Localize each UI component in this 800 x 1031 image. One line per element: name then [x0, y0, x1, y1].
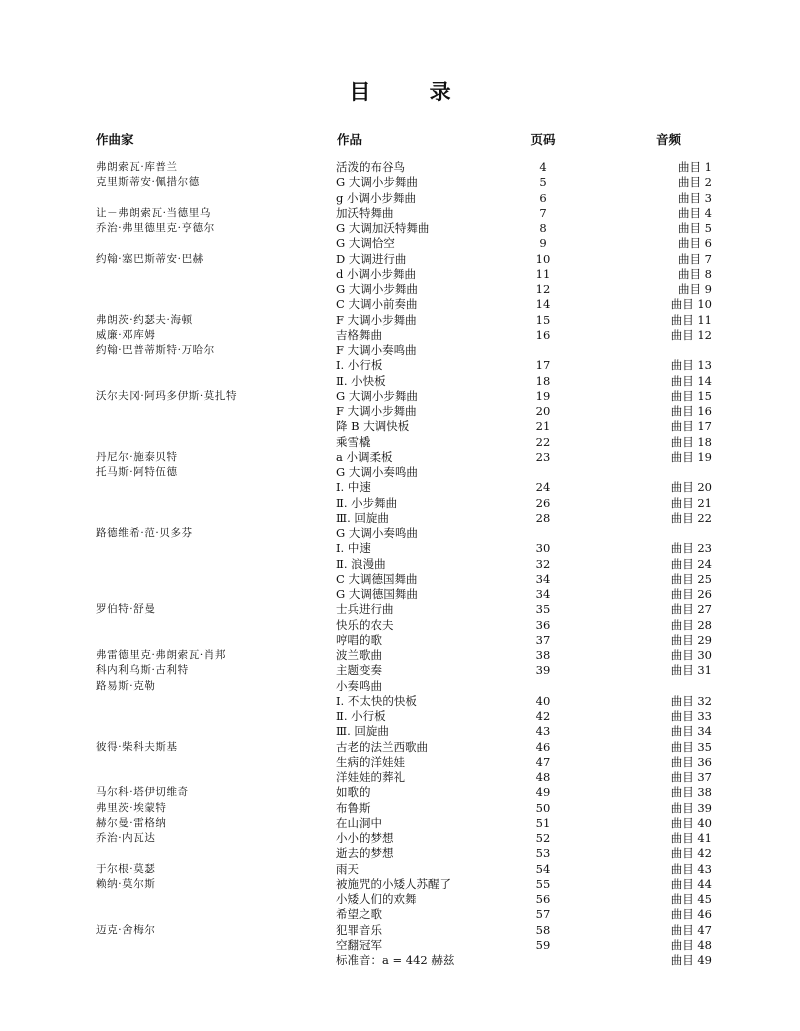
- table-row: [0, 755, 800, 770]
- page-number-cell: 32: [535, 556, 551, 571]
- track-cell: 曲目 36: [670, 754, 712, 769]
- table-row: [0, 343, 800, 358]
- table-row: [0, 175, 800, 190]
- page-number-cell: 46: [535, 739, 551, 754]
- table-row: [0, 831, 800, 846]
- composer-cell: 弗朗索瓦·库普兰: [96, 161, 178, 173]
- header-composer: 作曲家: [96, 132, 134, 147]
- track-cell: 曲目 40: [670, 815, 712, 830]
- track-cell: 曲目 47: [670, 922, 712, 937]
- track-cell: 曲目 10: [670, 297, 712, 312]
- work-cell: 标准音：a = 442 赫兹: [336, 953, 455, 967]
- page-number-cell: 52: [535, 831, 551, 845]
- track-cell: 曲目 11: [670, 312, 712, 327]
- composer-cell: 路德维希·范·贝多芬: [96, 527, 193, 539]
- page-number-cell: 50: [535, 800, 551, 815]
- page-number-cell: 59: [535, 937, 551, 952]
- work-cell: 快乐的农夫: [336, 617, 394, 632]
- track-cell: 曲目 14: [670, 373, 712, 388]
- table-row: [0, 785, 800, 800]
- track-cell: 曲目 49: [670, 953, 712, 967]
- work-cell: 雨天: [336, 861, 359, 876]
- work-cell: G 大调德国舞曲: [336, 587, 418, 601]
- table-row: [0, 740, 800, 755]
- work-cell: 小矮人们的欢舞: [336, 892, 417, 906]
- table-row: [0, 648, 800, 663]
- table-row: [0, 862, 800, 877]
- page-number-cell: 58: [535, 922, 551, 937]
- track-cell: 曲目 41: [670, 831, 712, 845]
- table-row: [0, 511, 800, 526]
- composer-cell: 赖纳·莫尔斯: [96, 877, 156, 890]
- track-cell: 曲目 33: [670, 709, 712, 723]
- work-cell: Ⅰ. 不太快的快板: [336, 693, 417, 708]
- table-row: [0, 221, 800, 236]
- track-cell: 曲目 8: [678, 266, 712, 281]
- work-cell: G 大调小步舞曲: [336, 388, 418, 403]
- composer-cell: 丹尼尔·施泰贝特: [96, 450, 178, 463]
- page-number-cell: 4: [539, 160, 547, 174]
- composer-cell: 克里斯蒂安·佩措尔德: [96, 176, 200, 189]
- table-row: [0, 846, 800, 861]
- page-number-cell: 26: [535, 495, 551, 510]
- work-cell: Ⅰ. 中速: [336, 480, 371, 495]
- track-cell: 曲目 25: [670, 571, 712, 586]
- composer-cell: 路易斯·克勒: [96, 679, 156, 692]
- track-cell: 曲目 19: [670, 449, 712, 464]
- track-cell: 曲目 15: [670, 388, 712, 403]
- work-cell: Ⅲ. 回旋曲: [336, 510, 389, 525]
- table-row: [0, 297, 800, 312]
- page-number-cell: 6: [539, 190, 547, 205]
- track-cell: 曲目 35: [670, 739, 712, 754]
- table-row: [0, 267, 800, 282]
- work-cell: F 大调小步舞曲: [336, 404, 417, 418]
- work-cell: 希望之歌: [336, 907, 382, 922]
- track-cell: 曲目 27: [670, 602, 712, 617]
- table-row: [0, 435, 800, 450]
- composer-cell: 约翰·塞巴斯蒂安·巴赫: [96, 252, 204, 265]
- track-cell: 曲目 38: [670, 785, 712, 800]
- table-row: [0, 358, 800, 373]
- work-cell: a 小调柔板: [336, 449, 393, 464]
- page-number-cell: 20: [535, 404, 551, 418]
- work-cell: G 大调小步舞曲: [336, 282, 418, 296]
- composer-cell: 让－弗朗索瓦·当德里乌: [96, 206, 211, 219]
- composer-cell: 威廉·邓库姆: [96, 328, 156, 341]
- composer-cell: 弗雷德里克·弗朗索瓦·肖邦: [96, 649, 226, 661]
- track-cell: 曲目 30: [670, 648, 712, 662]
- page-number-cell: 40: [535, 693, 551, 708]
- composer-cell: 罗伯特·舒曼: [96, 603, 156, 616]
- page-number-cell: 51: [535, 815, 551, 830]
- page-number-cell: 38: [535, 648, 551, 662]
- page-number-cell: 36: [535, 617, 551, 632]
- track-cell: 曲目 20: [670, 480, 712, 495]
- track-cell: 曲目 21: [670, 495, 712, 510]
- page-number-cell: 5: [539, 175, 547, 190]
- work-cell: Ⅱ. 小快板: [336, 373, 386, 388]
- table-row: [0, 236, 800, 251]
- page-number-cell: 8: [539, 221, 547, 235]
- work-cell: Ⅱ. 小步舞曲: [336, 495, 398, 510]
- work-cell: d 小调小步舞曲: [336, 266, 417, 281]
- table-row: [0, 526, 800, 541]
- table-row: [0, 892, 800, 907]
- table-row: [0, 160, 800, 175]
- page-number-cell: 53: [535, 846, 551, 861]
- track-cell: 曲目 13: [670, 358, 712, 373]
- table-row: [0, 557, 800, 572]
- table-row: [0, 709, 800, 724]
- work-cell: C 大调德国舞曲: [336, 571, 418, 586]
- composer-cell: 托马斯·阿特伍德: [96, 466, 178, 478]
- track-cell: 曲目 3: [678, 190, 712, 205]
- composer-cell: 马尔科·塔伊切维奇: [96, 786, 189, 799]
- work-cell: 小奏鸣曲: [336, 678, 382, 693]
- work-cell: 空翻冠军: [336, 937, 382, 952]
- track-cell: 曲目 4: [678, 205, 712, 220]
- work-cell: 犯罪音乐: [336, 922, 382, 937]
- work-cell: Ⅱ. 小行板: [336, 709, 386, 723]
- page-number-cell: 18: [535, 373, 551, 388]
- table-row: [0, 694, 800, 709]
- table-row: [0, 252, 800, 267]
- page-number-cell: 10: [535, 251, 551, 266]
- page-number-cell: 43: [535, 724, 551, 739]
- page-number-cell: 56: [535, 892, 551, 906]
- table-row: [0, 633, 800, 648]
- work-cell: D 大调进行曲: [336, 251, 407, 266]
- track-cell: 曲目 31: [670, 663, 712, 678]
- track-cell: 曲目 22: [670, 510, 712, 525]
- work-cell: 布鲁斯: [336, 800, 371, 815]
- header-track: 音频: [656, 132, 682, 147]
- composer-cell: 彼得·柴科夫斯基: [96, 740, 178, 753]
- page-number-cell: 24: [535, 480, 551, 495]
- work-cell: 吉格舞曲: [336, 327, 382, 342]
- track-cell: 曲目 5: [678, 221, 712, 235]
- work-cell: 主题变奏: [336, 663, 382, 678]
- track-cell: 曲目 23: [670, 541, 712, 556]
- work-cell: Ⅰ. 中速: [336, 541, 371, 556]
- table-row: [0, 770, 800, 785]
- table-row: [0, 191, 800, 206]
- page-number-cell: 34: [535, 571, 551, 586]
- track-cell: 曲目 46: [670, 907, 712, 922]
- composer-cell: 赫尔曼·雷格纳: [96, 816, 167, 829]
- composer-cell: 弗里茨·埃蒙特: [96, 801, 167, 814]
- table-row: [0, 602, 800, 617]
- work-cell: Ⅲ. 回旋曲: [336, 724, 389, 739]
- table-row: [0, 572, 800, 587]
- page-number-cell: 7: [539, 205, 547, 220]
- work-cell: 士兵进行曲: [336, 602, 394, 617]
- table-row: [0, 465, 800, 480]
- table-row: [0, 313, 800, 328]
- work-cell: 在山洞中: [336, 815, 382, 830]
- page-number-cell: 48: [535, 770, 551, 784]
- track-cell: 曲目 34: [670, 724, 712, 739]
- page-title: 目 录: [349, 79, 477, 104]
- table-row: [0, 618, 800, 633]
- work-cell: F 大调小步舞曲: [336, 312, 417, 327]
- work-cell: 波兰歌曲: [336, 648, 382, 662]
- track-cell: 曲目 17: [670, 419, 712, 434]
- track-cell: 曲目 24: [670, 556, 712, 571]
- table-row: [0, 953, 800, 968]
- track-cell: 曲目 12: [670, 327, 712, 342]
- page-number-cell: 47: [535, 754, 551, 769]
- track-cell: 曲目 7: [678, 251, 712, 266]
- composer-cell: 沃尔夫冈·阿玛多伊斯·莫扎特: [96, 389, 238, 402]
- page-number-cell: 9: [539, 236, 547, 251]
- page-number-cell: 37: [535, 632, 551, 647]
- table-row: [0, 816, 800, 831]
- track-cell: 曲目 2: [678, 175, 712, 190]
- work-cell: 生病的洋娃娃: [336, 754, 405, 769]
- header-work: 作品: [337, 132, 363, 147]
- track-cell: 曲目 6: [678, 236, 712, 251]
- table-row: [0, 663, 800, 678]
- page-number-cell: 22: [535, 434, 551, 449]
- work-cell: 如歌的: [336, 785, 371, 800]
- track-cell: 曲目 42: [670, 846, 712, 861]
- work-cell: 古老的法兰西歌曲: [336, 739, 428, 754]
- track-cell: 曲目 39: [670, 800, 712, 815]
- page-number-cell: 15: [535, 312, 551, 327]
- work-cell: 乘雪橇: [336, 434, 371, 449]
- work-cell: G 大调恰空: [336, 236, 395, 251]
- composer-cell: 乔治·内瓦达: [96, 832, 156, 844]
- page-number-cell: 16: [535, 327, 551, 342]
- page-number-cell: 28: [535, 510, 551, 525]
- composer-cell: 迈克·舍梅尔: [96, 923, 156, 936]
- table-row: [0, 419, 800, 434]
- page-number-cell: 11: [535, 266, 551, 281]
- table-row: [0, 496, 800, 511]
- table-row: [0, 206, 800, 221]
- page-number-cell: 49: [535, 785, 551, 800]
- work-cell: 逝去的梦想: [336, 846, 394, 861]
- page-number-cell: 17: [535, 358, 551, 373]
- page-number-cell: 21: [535, 419, 551, 434]
- page-number-cell: 12: [535, 282, 551, 296]
- work-cell: G 大调小奏鸣曲: [336, 465, 418, 479]
- work-cell: Ⅰ. 小行板: [336, 358, 383, 373]
- work-cell: 小小的梦想: [336, 831, 394, 845]
- work-cell: 被施咒的小矮人苏醒了: [336, 876, 451, 891]
- work-cell: F 大调小奏鸣曲: [336, 343, 417, 357]
- table-row: [0, 404, 800, 419]
- page-number-cell: 23: [535, 449, 551, 464]
- table-row: [0, 282, 800, 297]
- track-cell: 曲目 9: [678, 282, 712, 296]
- work-cell: G 大调小奏鸣曲: [336, 526, 418, 540]
- work-cell: g 小调小步舞曲: [336, 190, 417, 205]
- track-cell: 曲目 43: [670, 861, 712, 876]
- table-row: [0, 907, 800, 922]
- work-cell: 哼唱的歌: [336, 632, 382, 647]
- composer-cell: 约翰·巴普蒂斯特·万哈尔: [96, 344, 215, 356]
- track-cell: 曲目 28: [670, 617, 712, 632]
- page-number-cell: 57: [535, 907, 551, 922]
- track-cell: 曲目 26: [670, 587, 712, 601]
- table-row: [0, 587, 800, 602]
- header-page: 页码: [530, 132, 556, 147]
- table-row: [0, 541, 800, 556]
- track-cell: 曲目 37: [670, 770, 712, 784]
- work-cell: G 大调小步舞曲: [336, 175, 418, 190]
- page-number-cell: 14: [535, 297, 551, 312]
- track-cell: 曲目 32: [670, 693, 712, 708]
- track-cell: 曲目 18: [670, 434, 712, 449]
- table-row: [0, 801, 800, 816]
- work-cell: 洋娃娃的葬礼: [336, 770, 405, 784]
- work-cell: C 大调小前奏曲: [336, 297, 418, 312]
- table-row: [0, 480, 800, 495]
- track-cell: 曲目 44: [670, 876, 712, 891]
- page-number-cell: 54: [535, 861, 551, 876]
- table-row: [0, 724, 800, 739]
- toc-table: [0, 160, 800, 968]
- page-number-cell: 55: [535, 876, 551, 891]
- track-cell: 曲目 16: [670, 404, 712, 418]
- track-cell: 曲目 48: [670, 937, 712, 952]
- table-row: [0, 328, 800, 343]
- table-row: [0, 389, 800, 404]
- table-row: [0, 938, 800, 953]
- page-number-cell: 35: [535, 602, 551, 617]
- page-number-cell: 39: [535, 663, 551, 678]
- work-cell: 加沃特舞曲: [336, 205, 394, 220]
- page-number-cell: 30: [535, 541, 551, 556]
- composer-cell: 弗朗茨·约瑟夫·海顿: [96, 313, 193, 326]
- page-number-cell: 42: [535, 709, 551, 723]
- work-cell: G 大调加沃特舞曲: [336, 221, 430, 235]
- table-row: [0, 923, 800, 938]
- page-number-cell: 34: [535, 587, 551, 601]
- table-row: [0, 450, 800, 465]
- composer-cell: 于尔根·莫瑟: [96, 862, 156, 875]
- work-cell: 降 B 大调快板: [336, 419, 410, 434]
- table-row: [0, 877, 800, 892]
- track-cell: 曲目 1: [678, 160, 712, 174]
- page-number-cell: 19: [535, 388, 551, 403]
- track-cell: 曲目 29: [670, 632, 712, 647]
- work-cell: 活泼的布谷鸟: [336, 160, 405, 174]
- composer-cell: 乔治·弗里德里克·亨德尔: [96, 222, 215, 234]
- track-cell: 曲目 45: [670, 892, 712, 906]
- table-row: [0, 374, 800, 389]
- work-cell: Ⅱ. 浪漫曲: [336, 556, 386, 571]
- composer-cell: 科内利乌斯·古利特: [96, 664, 189, 677]
- table-row: [0, 679, 800, 694]
